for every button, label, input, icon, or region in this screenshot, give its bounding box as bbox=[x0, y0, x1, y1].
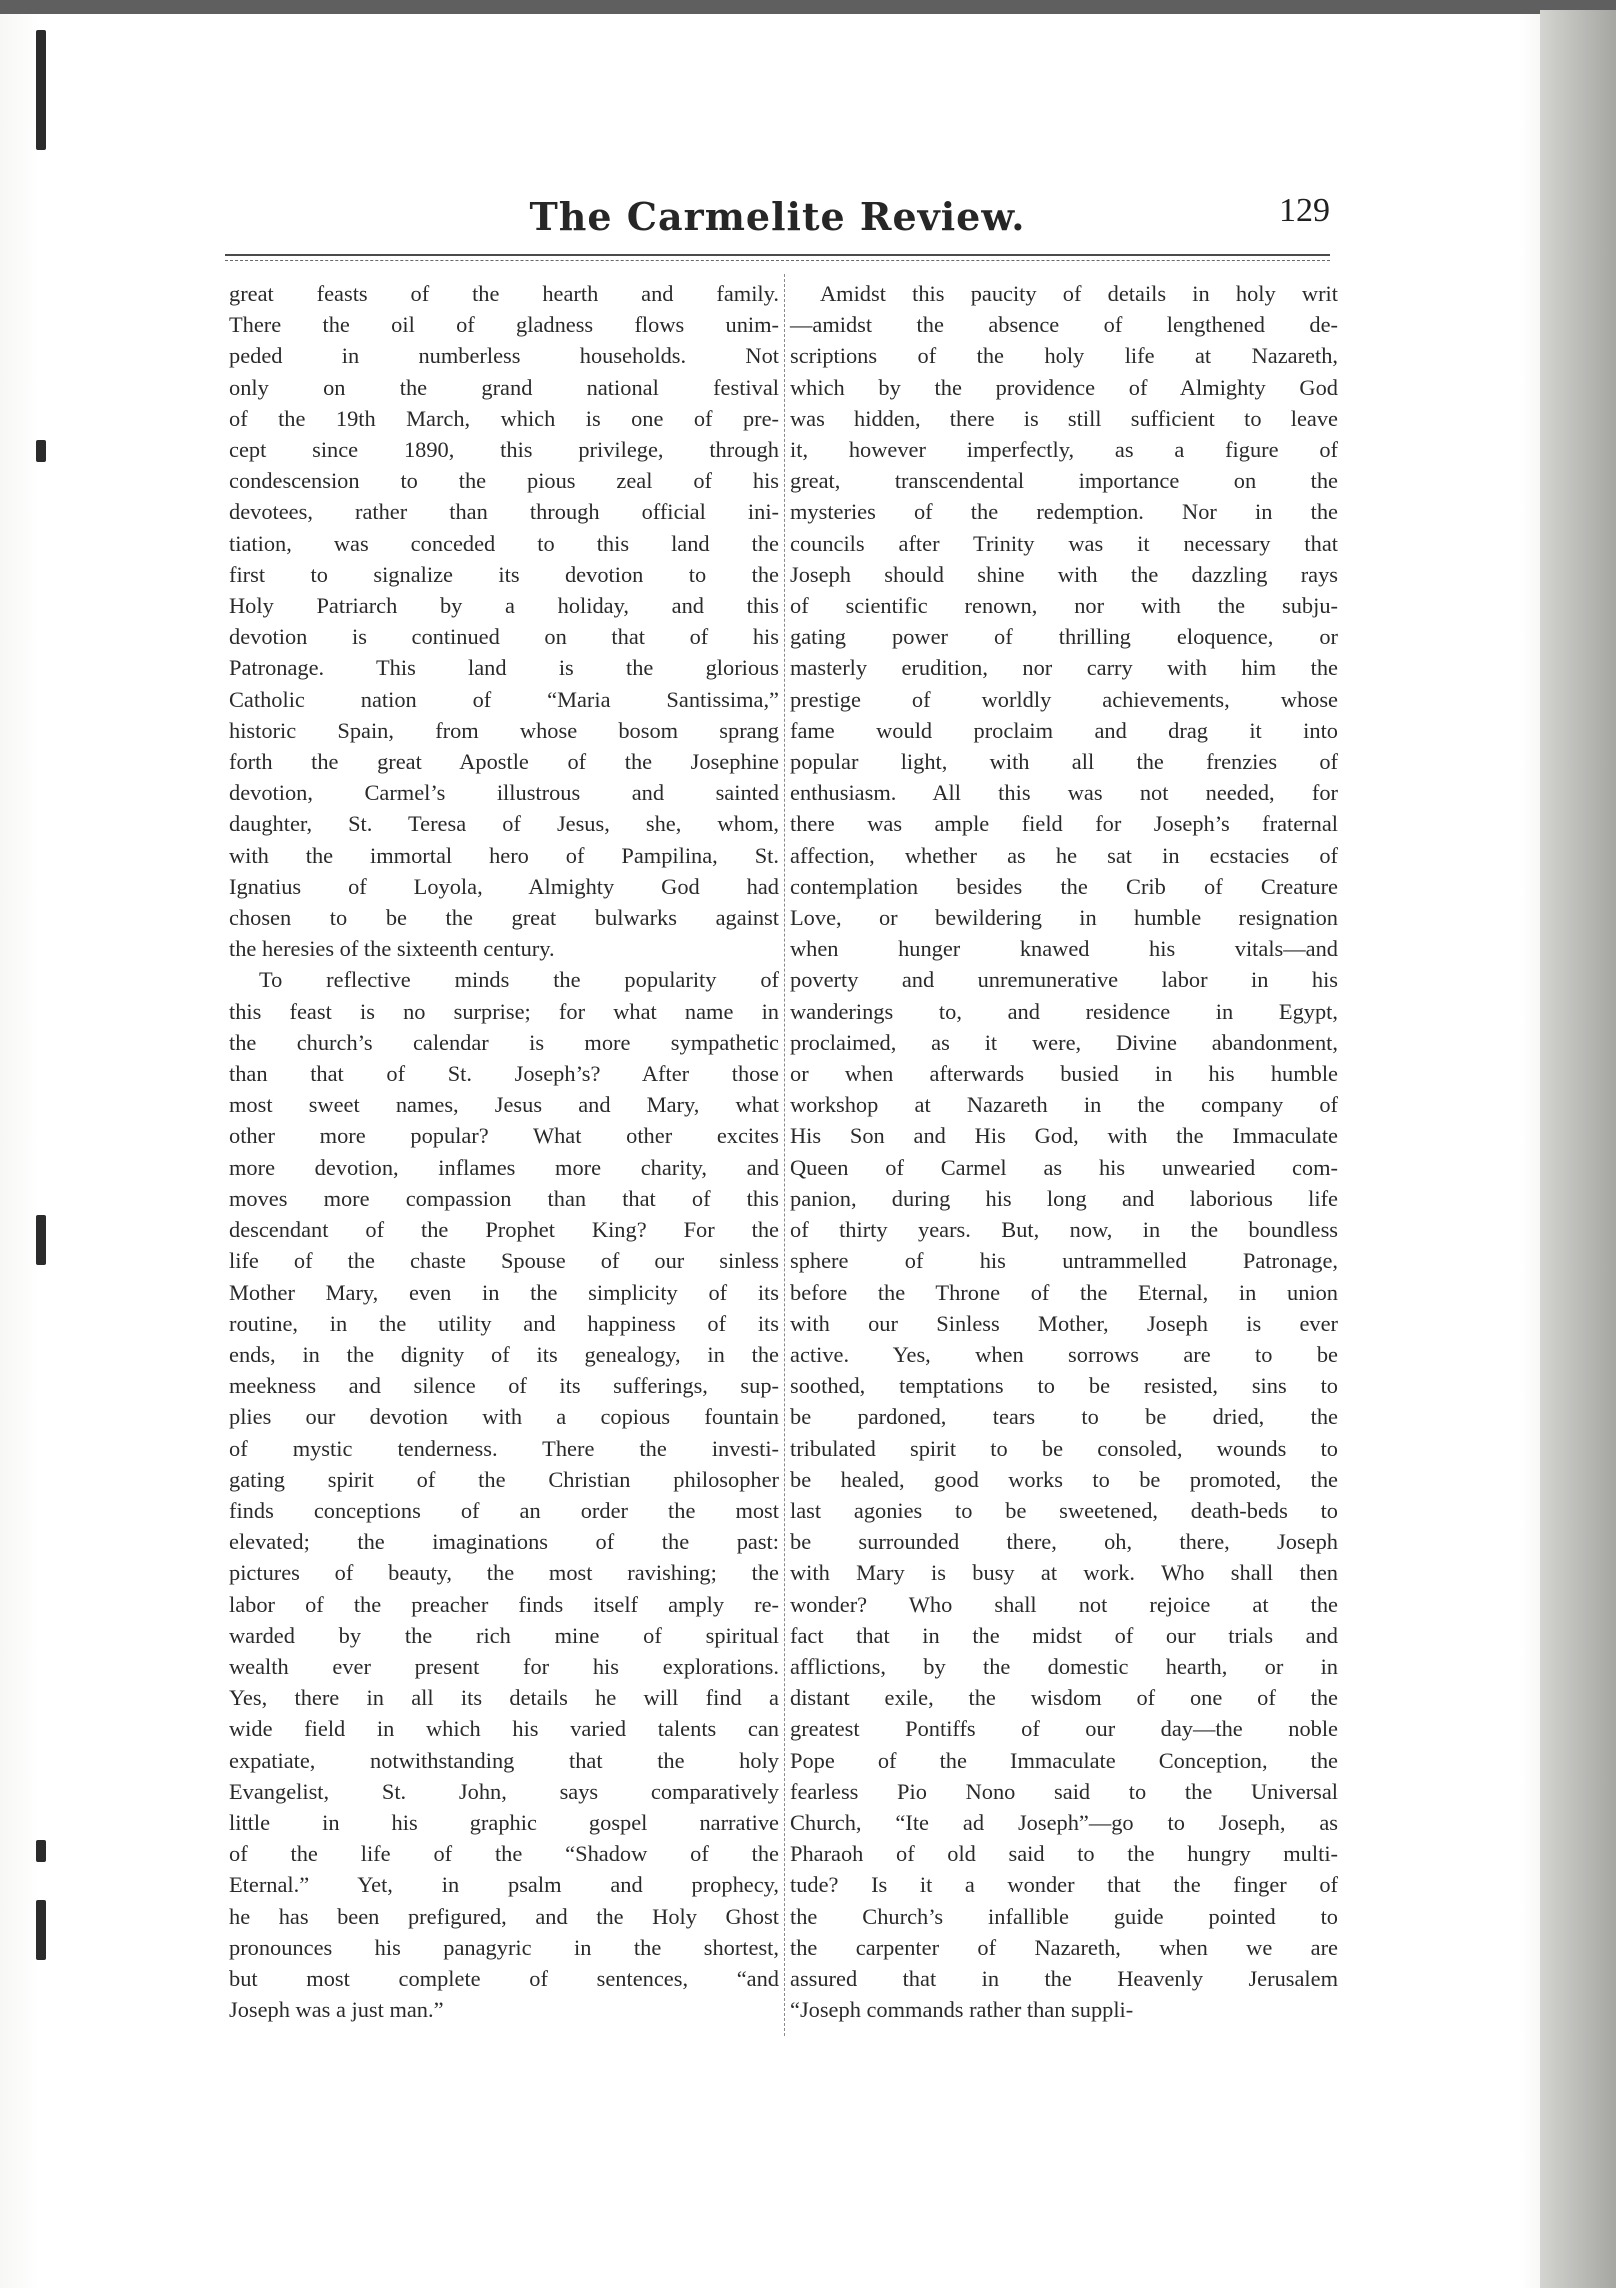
text-line: Joseph should shine with the dazzling rays bbox=[790, 561, 1338, 587]
text-line: devotees, rather than through official ini- bbox=[229, 499, 779, 525]
text-line: panion, during his long and laborious life bbox=[790, 1185, 1338, 1211]
text-line: forth the great Apostle of the Josephine bbox=[229, 749, 779, 775]
text-line: the Church’s infallible guide pointed to bbox=[790, 1903, 1338, 1929]
text-line: with our Sinless Mother, Joseph is ever bbox=[790, 1310, 1338, 1336]
text-line: great, transcendental importance on the bbox=[790, 468, 1338, 494]
text-line: His Son and His God, with the Immaculate bbox=[790, 1123, 1338, 1149]
text-line: scriptions of the holy life at Nazareth, bbox=[790, 343, 1338, 369]
text-line: when hunger knawed his vitals—and bbox=[790, 936, 1338, 962]
text-line: Church, “Ite ad Joseph”—go to Joseph, as bbox=[790, 1809, 1338, 1835]
text-line: greatest Pontiffs of our day—the noble bbox=[790, 1716, 1338, 1742]
text-line: be pardoned, tears to be dried, the bbox=[790, 1404, 1338, 1430]
text-line: prestige of worldly achievements, whose bbox=[790, 686, 1338, 712]
text-line: finds conceptions of an order the most bbox=[229, 1497, 779, 1523]
text-line: assured that in the Heavenly Jerusalem bbox=[790, 1965, 1338, 1991]
text-line: Mother Mary, even in the simplicity of its bbox=[229, 1279, 779, 1305]
text-line: with the immortal hero of Pampilina, St. bbox=[229, 842, 779, 868]
text-line: before the Throne of the Eternal, in union bbox=[790, 1279, 1338, 1305]
text-line: elevated; the imaginations of the past: bbox=[229, 1529, 779, 1555]
text-line: Holy Patriarch by a holiday, and this bbox=[229, 593, 779, 619]
text-line: Yes, there in all its details he will find a bbox=[229, 1685, 779, 1711]
text-line: historic Spain, from whose bosom sprang bbox=[229, 717, 779, 743]
text-line: most sweet names, Jesus and Mary, what bbox=[229, 1092, 779, 1118]
text-line: workshop at Nazareth in the company of bbox=[790, 1092, 1338, 1118]
text-line: devotion, Carmel’s illustrous and sainted bbox=[229, 780, 779, 806]
text-line: Pope of the Immaculate Conception, the bbox=[790, 1747, 1338, 1773]
text-line: of scientific renown, nor with the subju- bbox=[790, 593, 1338, 619]
text-line: the carpenter of Nazareth, when we are bbox=[790, 1934, 1338, 1960]
left-text-column bbox=[229, 278, 779, 2025]
right-text-column bbox=[790, 278, 1338, 2025]
text-line: moves more compassion than that of this bbox=[229, 1185, 779, 1211]
text-line: cept since 1890, this privilege, through bbox=[229, 437, 779, 463]
text-line: be surrounded there, oh, there, Joseph bbox=[790, 1529, 1338, 1555]
text-line: more devotion, inflames more charity, and bbox=[229, 1154, 779, 1180]
text-line: Amidst this paucity of details in holy writ bbox=[820, 281, 1338, 306]
paragraph bbox=[229, 964, 779, 2025]
text-line: Patronage. This land is the glorious bbox=[229, 655, 779, 681]
text-line: Pharaoh of old said to the hungry multi- bbox=[790, 1841, 1338, 1867]
text-line: “Joseph commands rather than suppli- bbox=[790, 1997, 1134, 2023]
text-line: fame would proclaim and drag it into bbox=[790, 717, 1338, 743]
text-line: which by the providence of Almighty God bbox=[790, 374, 1338, 400]
binding-marks bbox=[36, 20, 50, 2288]
text-line: life of the chaste Spouse of our sinless bbox=[229, 1248, 779, 1274]
text-line: affection, whether as he sat in ecstacies of bbox=[790, 842, 1338, 868]
text-line: there was ample field for Joseph’s fraternal bbox=[790, 811, 1338, 837]
text-line: daughter, St. Teresa of Jesus, she, whom, bbox=[229, 811, 779, 837]
text-line: he has been prefigured, and the Holy Ghost bbox=[229, 1903, 779, 1929]
text-line: fact that in the midst of our trials and bbox=[790, 1622, 1338, 1648]
text-line: sphere of his untrammelled Patronage, bbox=[790, 1248, 1338, 1274]
text-line: warded by the rich mine of spiritual bbox=[229, 1622, 779, 1648]
book-page bbox=[225, 190, 1338, 2090]
text-line: poverty and unremunerative labor in his bbox=[790, 967, 1338, 993]
page-edge-shadow bbox=[1540, 10, 1616, 2288]
text-line: contemplation besides the Crib of Creature bbox=[790, 873, 1338, 899]
text-line: To reflective minds the popularity of bbox=[259, 967, 779, 993]
journal-title: The Carmelite Review. bbox=[529, 194, 1026, 239]
text-line: masterly erudition, nor carry with him the bbox=[790, 655, 1338, 681]
text-line: wealth ever present for his explorations. bbox=[229, 1653, 779, 1679]
text-line: —amidst the absence of lengthened de- bbox=[790, 312, 1338, 338]
page-number: 129 bbox=[1279, 192, 1330, 229]
text-line: There the oil of gladness flows unim- bbox=[229, 312, 779, 338]
text-line: popular light, with all the frenzies of bbox=[790, 749, 1338, 775]
text-line: afflictions, by the domestic hearth, or in bbox=[790, 1653, 1338, 1679]
text-line: plies our devotion with a copious fountain bbox=[229, 1404, 779, 1430]
paragraph bbox=[790, 278, 1338, 2025]
text-line: enthusiasm. All this was not needed, for bbox=[790, 780, 1338, 806]
text-line: Catholic nation of “Maria Santissima,” bbox=[229, 686, 779, 712]
text-line: great feasts of the hearth and family. bbox=[229, 281, 779, 306]
text-line: devotion is continued on that of his bbox=[229, 624, 779, 650]
text-line: expatiate, notwithstanding that the holy bbox=[229, 1747, 779, 1773]
text-line: last agonies to be sweetened, death-beds to bbox=[790, 1497, 1338, 1523]
text-line: tribulated spirit to be consoled, wounds to bbox=[790, 1435, 1338, 1461]
text-line: Joseph was a just man.” bbox=[229, 1997, 444, 2023]
text-line: or when afterwards busied in his humble bbox=[790, 1061, 1338, 1087]
text-line: be healed, good works to be promoted, the bbox=[790, 1466, 1338, 1492]
text-line: tude? Is it a wonder that the finger of bbox=[790, 1872, 1338, 1898]
text-line: of mystic tenderness. There the investi- bbox=[229, 1435, 779, 1461]
text-line: condescension to the pious zeal of his bbox=[229, 468, 779, 494]
text-line: Love, or bewildering in humble resignation bbox=[790, 905, 1338, 931]
text-line: soothed, temptations to be resisted, sins to bbox=[790, 1373, 1338, 1399]
text-line: Eternal.” Yet, in psalm and prophecy, bbox=[229, 1872, 779, 1898]
paragraph bbox=[229, 278, 779, 964]
text-line: Evangelist, St. John, says comparatively bbox=[229, 1778, 779, 1804]
text-line: little in his graphic gospel narrative bbox=[229, 1809, 779, 1835]
text-line: of the 19th March, which is one of pre- bbox=[229, 405, 779, 431]
text-line: pronounces his panagyric in the shortest, bbox=[229, 1934, 779, 1960]
text-line: of the life of the “Shadow of the bbox=[229, 1841, 779, 1867]
text-line: than that of St. Joseph’s? After those bbox=[229, 1061, 779, 1087]
text-line: the heresies of the sixteenth century. bbox=[229, 936, 555, 962]
text-line: the church’s calendar is more sympathetic bbox=[229, 1029, 779, 1055]
text-line: routine, in the utility and happiness of its bbox=[229, 1310, 779, 1336]
text-line: peded in numberless households. Not bbox=[229, 343, 779, 369]
text-line: it, however imperfectly, as a figure of bbox=[790, 437, 1338, 463]
text-line: councils after Trinity was it necessary that bbox=[790, 530, 1338, 556]
text-line: active. Yes, when sorrows are to be bbox=[790, 1341, 1338, 1367]
text-line: first to signalize its devotion to the bbox=[229, 561, 779, 587]
text-line: Ignatius of Loyola, Almighty God had bbox=[229, 873, 779, 899]
text-line: wonder? Who shall not rejoice at the bbox=[790, 1591, 1338, 1617]
text-line: gating spirit of the Christian philosopher bbox=[229, 1466, 779, 1492]
text-line: wanderings to, and residence in Egypt, bbox=[790, 998, 1338, 1024]
running-head bbox=[225, 190, 1330, 250]
column-divider bbox=[784, 274, 785, 2036]
text-line: pictures of beauty, the most ravishing; the bbox=[229, 1560, 779, 1586]
text-line: fearless Pio Nono said to the Universal bbox=[790, 1778, 1338, 1804]
text-line: was hidden, there is still sufficient to leave bbox=[790, 405, 1338, 431]
header-rule-dashed bbox=[225, 260, 1330, 261]
text-line: meekness and silence of its sufferings, sup- bbox=[229, 1373, 779, 1399]
text-line: chosen to be the great bulwarks against bbox=[229, 905, 779, 931]
text-line: with Mary is busy at work. Who shall then bbox=[790, 1560, 1338, 1586]
text-line: Queen of Carmel as his unwearied com- bbox=[790, 1154, 1338, 1180]
text-line: labor of the preacher finds itself amply re- bbox=[229, 1591, 779, 1617]
text-line: only on the grand national festival bbox=[229, 374, 779, 400]
text-line: distant exile, the wisdom of one of the bbox=[790, 1685, 1338, 1711]
text-line: ends, in the dignity of its genealogy, in the bbox=[229, 1341, 779, 1367]
text-line: gating power of thrilling eloquence, or bbox=[790, 624, 1338, 650]
text-line: tiation, was conceded to this land the bbox=[229, 530, 779, 556]
text-line: descendant of the Prophet King? For the bbox=[229, 1217, 779, 1243]
header-rule bbox=[225, 254, 1330, 256]
text-line: but most complete of sentences, “and bbox=[229, 1965, 779, 1991]
text-line: proclaimed, as it were, Divine abandonment, bbox=[790, 1029, 1338, 1055]
scan-top-edge bbox=[0, 0, 1616, 14]
text-line: wide field in which his varied talents can bbox=[229, 1716, 779, 1742]
text-line: other more popular? What other excites bbox=[229, 1123, 779, 1149]
text-line: of thirty years. But, now, in the boundless bbox=[790, 1217, 1338, 1243]
text-line: this feast is no surprise; for what name in bbox=[229, 998, 779, 1024]
text-line: mysteries of the redemption. Nor in the bbox=[790, 499, 1338, 525]
